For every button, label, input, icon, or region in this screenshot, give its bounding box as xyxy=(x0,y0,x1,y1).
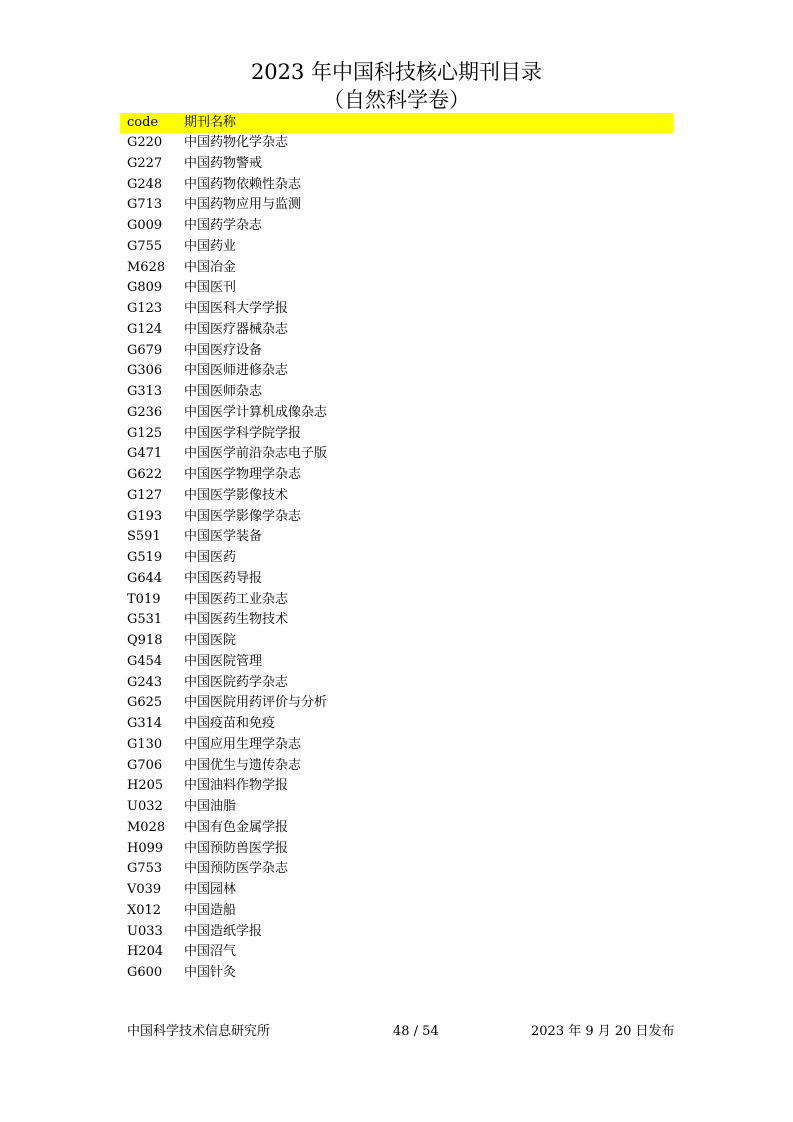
journal-name: 中国预防兽医学报 xyxy=(184,840,289,856)
table-row xyxy=(120,839,673,860)
journal-name: 中国预防医学杂志 xyxy=(184,861,289,877)
journal-name: 中国医药 xyxy=(184,550,237,565)
journal-code: G130 xyxy=(127,736,163,752)
table-row xyxy=(120,963,673,984)
footer-publish-date: 2023 年 9 月 20 日发布 xyxy=(531,1024,675,1039)
journal-code: G679 xyxy=(127,342,163,358)
table-row xyxy=(120,382,673,403)
journal-name: 中国医学物理学杂志 xyxy=(184,467,302,482)
table-row xyxy=(120,507,673,528)
table-header xyxy=(120,113,673,133)
table-row xyxy=(120,154,673,175)
journal-name: 中国医院用药评价与分析 xyxy=(184,695,328,711)
table-row xyxy=(120,818,673,839)
journal-name: 中国有色金属学报 xyxy=(184,819,289,835)
table-row xyxy=(120,361,673,382)
table-row xyxy=(120,403,673,424)
journal-name: 中国医学影像技术 xyxy=(184,487,289,503)
journal-code: G009 xyxy=(127,218,163,233)
footer-institution: 中国科学技术信息研究所 xyxy=(127,1024,271,1039)
journal-code: V039 xyxy=(127,882,162,897)
footer-page-number: 48 / 54 xyxy=(393,1024,439,1039)
journal-code: G306 xyxy=(127,363,163,379)
journal-code: M628 xyxy=(127,259,166,275)
journal-code: G124 xyxy=(127,321,163,337)
journal-code: G600 xyxy=(127,965,163,980)
table-row xyxy=(120,341,673,362)
table-row xyxy=(120,776,673,797)
journal-name: 中国园林 xyxy=(184,882,237,897)
journal-code: G644 xyxy=(127,570,163,586)
journal-name: 中国医刊 xyxy=(184,280,237,296)
journal-code: G127 xyxy=(127,487,163,503)
table-row xyxy=(120,258,673,279)
page-title: 2023 年中国科技核心期刊目录 xyxy=(250,60,543,84)
journal-code: G809 xyxy=(127,280,163,296)
journal-name: 中国医科大学学报 xyxy=(184,301,289,316)
table-row xyxy=(120,237,673,258)
journal-code: G313 xyxy=(127,384,163,399)
journal-name: 中国油料作物学报 xyxy=(184,778,289,794)
journal-code: G625 xyxy=(127,695,163,711)
journal-code: G243 xyxy=(127,674,163,690)
table-row xyxy=(120,320,673,341)
table-row xyxy=(120,569,673,590)
journal-code: H204 xyxy=(127,944,164,960)
journal-name: 中国药物依赖性杂志 xyxy=(184,176,302,192)
table-row xyxy=(120,735,673,756)
table-row xyxy=(120,299,673,320)
journal-code: G531 xyxy=(127,612,163,628)
journal-code: G193 xyxy=(127,508,163,524)
journal-name: 中国造纸学报 xyxy=(184,923,263,939)
journal-name: 中国医学计算机成像杂志 xyxy=(184,404,328,420)
page-subtitle: （自然科学卷） xyxy=(323,88,470,112)
table-row xyxy=(120,652,673,673)
journal-name: 中国医师杂志 xyxy=(184,384,263,399)
journal-name: 中国油脂 xyxy=(184,799,237,814)
journal-name: 中国造船 xyxy=(184,902,237,918)
journal-name: 中国药学杂志 xyxy=(184,218,263,233)
journal-code: U033 xyxy=(127,923,163,939)
journal-name: 中国医院 xyxy=(184,633,237,648)
table-row xyxy=(120,631,673,652)
journal-name: 中国医药导报 xyxy=(184,570,263,586)
journal-code: M028 xyxy=(127,819,166,835)
journal-name: 中国优生与遗传杂志 xyxy=(184,757,302,773)
journal-code: G713 xyxy=(127,197,163,213)
journal-code: G123 xyxy=(127,301,163,316)
journal-code: T019 xyxy=(127,591,161,607)
table-row xyxy=(120,797,673,818)
journal-name: 中国医学影像学杂志 xyxy=(184,508,302,524)
journal-name: 中国冶金 xyxy=(184,259,237,275)
journal-name: 中国药物警戒 xyxy=(184,155,263,171)
journal-code: G755 xyxy=(127,238,163,254)
journal-code: G125 xyxy=(127,425,163,441)
journal-code: H205 xyxy=(127,778,164,794)
journal-code: S591 xyxy=(127,529,161,545)
column-header-journal-name: 期刊名称 xyxy=(184,115,237,130)
journal-name: 中国沼气 xyxy=(184,944,237,960)
table-row xyxy=(120,465,673,486)
journal-name: 中国医学装备 xyxy=(184,529,263,545)
journal-code: G622 xyxy=(127,467,163,482)
journal-code: G519 xyxy=(127,550,163,565)
journal-code: G236 xyxy=(127,404,163,420)
table-row xyxy=(120,859,673,880)
journal-name: 中国医药工业杂志 xyxy=(184,591,289,607)
table-row xyxy=(120,901,673,922)
table-row xyxy=(120,175,673,196)
journal-name: 中国药物化学杂志 xyxy=(184,135,289,150)
table-row xyxy=(120,880,673,901)
column-header-code: code xyxy=(127,115,159,130)
journal-name: 中国应用生理学杂志 xyxy=(184,736,302,752)
table-row xyxy=(120,216,673,237)
table-row xyxy=(120,922,673,943)
table-row xyxy=(120,693,673,714)
journal-table xyxy=(120,133,673,984)
journal-name: 中国医师进修杂志 xyxy=(184,363,289,379)
journal-code: G454 xyxy=(127,653,163,669)
journal-name: 中国药物应用与监测 xyxy=(184,197,302,213)
journal-code: G227 xyxy=(127,155,163,171)
table-row xyxy=(120,548,673,569)
journal-code: G471 xyxy=(127,446,163,462)
journal-code: G753 xyxy=(127,861,163,877)
table-row xyxy=(120,756,673,777)
journal-name: 中国针灸 xyxy=(184,965,237,980)
table-row xyxy=(120,424,673,445)
journal-name: 中国医学前沿杂志电子版 xyxy=(184,446,328,462)
journal-code: Q918 xyxy=(127,633,163,648)
table-row xyxy=(120,590,673,611)
table-row xyxy=(120,278,673,299)
journal-name: 中国医疗器械杂志 xyxy=(184,321,289,337)
journal-code: U032 xyxy=(127,799,163,814)
table-row xyxy=(120,133,673,154)
journal-code: H099 xyxy=(127,840,164,856)
journal-code: G706 xyxy=(127,757,163,773)
journal-name: 中国药业 xyxy=(184,238,237,254)
journal-code: X012 xyxy=(127,902,162,918)
journal-code: G220 xyxy=(127,135,163,150)
table-row xyxy=(120,527,673,548)
table-row xyxy=(120,444,673,465)
journal-code: G314 xyxy=(127,716,163,731)
table-row xyxy=(120,714,673,735)
journal-name: 中国医疗设备 xyxy=(184,342,263,358)
table-row xyxy=(120,486,673,507)
journal-code: G248 xyxy=(127,176,163,192)
journal-name: 中国医院药学杂志 xyxy=(184,674,289,690)
table-row xyxy=(120,673,673,694)
journal-name: 中国医院管理 xyxy=(184,653,263,669)
table-row xyxy=(120,942,673,963)
journal-name: 中国医学科学院学报 xyxy=(184,425,302,441)
table-row xyxy=(120,195,673,216)
journal-name: 中国疫苗和免疫 xyxy=(184,716,276,731)
table-row xyxy=(120,610,673,631)
journal-name: 中国医药生物技术 xyxy=(184,612,289,628)
